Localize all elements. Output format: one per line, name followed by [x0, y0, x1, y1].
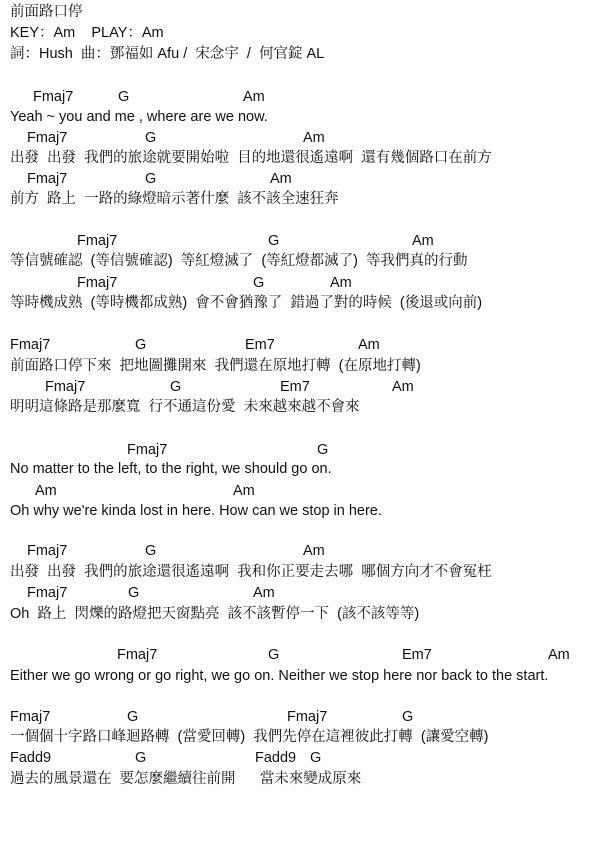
chord-label: G [317, 442, 329, 458]
chord-label: G [145, 130, 157, 146]
lyric-line: 出發 出發 我們的旅途還很遙遠啊 我和你正要走去哪 哪個方向才不會冤枉 [10, 564, 492, 580]
chord-label: Am [303, 130, 325, 146]
lyric-line: Either we go wrong or go right, we go on. Neither we stop here nor back to the start. [10, 668, 549, 684]
key-line: KEY：Am PLAY：Am [10, 25, 164, 41]
chord-label: G [127, 709, 139, 725]
chord-label: G [145, 171, 157, 187]
lyric-line: 明明這條路是那麼寬 行不通這份愛 未來越來越不會來 [10, 399, 360, 415]
chord-label: Fmaj7 [27, 171, 68, 187]
chord-label: Fadd9 [255, 750, 297, 766]
chord-label: G [402, 709, 414, 725]
chord-label: G [128, 585, 140, 601]
lyric-line: 出發 出發 我們的旅途就要開始啦 目的地還很遙遠啊 還有幾個路口在前方 [10, 150, 492, 166]
chord-label: Am [330, 275, 352, 291]
lyric-line: 等信號確認 (等信號確認) 等紅燈滅了 (等紅燈都滅了) 等我們真的行動 [10, 253, 468, 269]
chord-label: G [310, 750, 322, 766]
chord-label: G [268, 647, 280, 663]
chord-label: Em7 [245, 337, 275, 353]
chord-label: Fmaj7 [27, 585, 68, 601]
lyric-line: 前面路口停下來 把地圖攤開來 我們還在原地打轉 (在原地打轉) [10, 358, 421, 374]
chord-label: Am [303, 543, 325, 559]
lyric-line: Oh 路上 閃爍的路燈把天窗點亮 該不該暫停一下 (該不該等等) [10, 606, 420, 622]
chord-label: Fmaj7 [33, 89, 74, 105]
chord-label: Fmaj7 [10, 709, 51, 725]
chord-label: Fadd9 [10, 750, 52, 766]
chord-label: Am [243, 89, 265, 105]
chord-label: Fmaj7 [127, 442, 168, 458]
chord-label: Am [35, 483, 57, 499]
chord-label: Fmaj7 [287, 709, 328, 725]
lyric-line: 前方 路上 一路的綠燈暗示著什麼 該不該全速狂奔 [10, 191, 339, 207]
chord-label: Am [548, 647, 570, 663]
lyric-line: 過去的風景還在 要怎麼繼續往前開 當未來變成原來 [10, 771, 362, 787]
chord-label: Fmaj7 [117, 647, 158, 663]
chord-label: G [135, 750, 147, 766]
chord-label: Am [358, 337, 380, 353]
lyric-line: Oh why we're kinda lost in here. How can we stop in here. [10, 503, 382, 519]
chord-label: Fmaj7 [77, 275, 118, 291]
song-title: 前面路口停 [10, 4, 83, 20]
chord-label: Am [233, 483, 255, 499]
lyric-line: No matter to the left, to the right, we should go on. [10, 461, 332, 477]
chord-label: Am [392, 379, 414, 395]
lyric-line: 一個個十字路口峰迴路轉 (當愛回轉) 我們先停在這裡彼此打轉 (讓愛空轉) [10, 729, 489, 745]
chord-label: Em7 [280, 379, 310, 395]
chord-label: Fmaj7 [10, 337, 51, 353]
credits-line: 詞：Hush 曲：鄧福如 Afu / 宋念宇 / 何官錠 AL [10, 46, 325, 62]
chord-label: G [268, 233, 280, 249]
chord-label: G [145, 543, 157, 559]
chord-label: Fmaj7 [45, 379, 86, 395]
chord-label: G [135, 337, 147, 353]
chord-label: Fmaj7 [77, 233, 118, 249]
lyric-line: Yeah ~ you and me , where are we now. [10, 109, 268, 125]
chord-label: G [253, 275, 265, 291]
chord-label: Am [253, 585, 275, 601]
chord-label: Am [412, 233, 434, 249]
lyric-line: 等時機成熟 (等時機都成熟) 會不會猶豫了 錯過了對的時候 (後退或向前) [10, 295, 483, 311]
chord-label: Fmaj7 [27, 130, 68, 146]
chord-label: Fmaj7 [27, 543, 68, 559]
chord-label: G [118, 89, 130, 105]
chord-label: G [170, 379, 182, 395]
chord-label: Am [270, 171, 292, 187]
chord-label: Em7 [402, 647, 432, 663]
